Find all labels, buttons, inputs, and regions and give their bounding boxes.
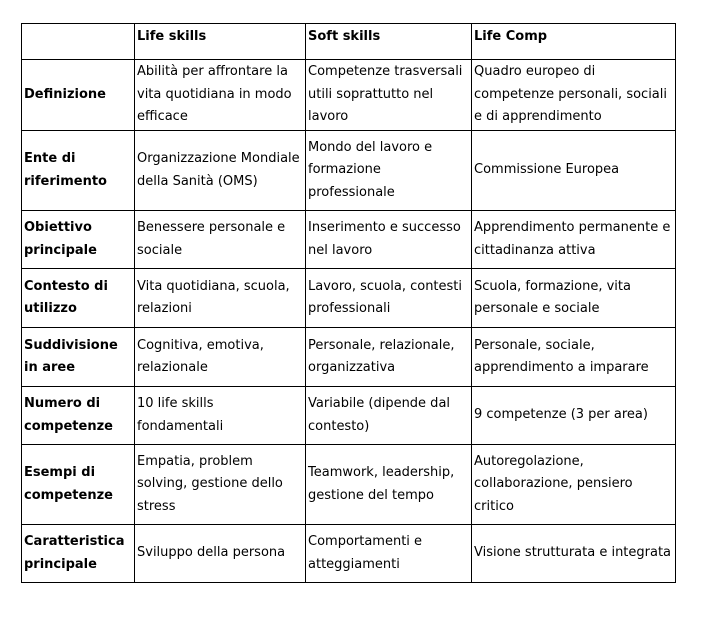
row-label: Ente di riferimento (22, 131, 135, 211)
table-row (22, 211, 676, 269)
header-cell-life-comp: Life Comp (472, 24, 676, 60)
table-cell: Comportamenti e atteggiamenti (306, 525, 472, 583)
row-label: Definizione (22, 60, 135, 131)
table-cell: Benessere personale e sociale (135, 211, 306, 269)
table-cell: Organizzazione Mondiale della Sanità (OMS) (135, 131, 306, 211)
table-row (22, 525, 676, 583)
row-label: Caratteristica principale (22, 525, 135, 583)
row-label: Obiettivo principale (22, 211, 135, 269)
table-cell: Empatia, problem solving, gestione dello stress (135, 445, 306, 525)
table-cell: Visione strutturata e integrata (472, 525, 676, 583)
table-row (22, 445, 676, 525)
table-cell: Personale, sociale, apprendimento a imparare (472, 328, 676, 387)
table-cell: Lavoro, scuola, contesti professionali (306, 269, 472, 328)
table-cell: 10 life skills fondamentali (135, 387, 306, 445)
row-label: Contesto di utilizzo (22, 269, 135, 328)
table-cell: Scuola, formazione, vita personale e sociale (472, 269, 676, 328)
table-row (22, 131, 676, 211)
comparison-table (21, 23, 676, 583)
table-cell: Inserimento e successo nel lavoro (306, 211, 472, 269)
table-cell: Quadro europeo di competenze personali, sociali e di apprendimento (472, 60, 676, 131)
table-row (22, 387, 676, 445)
table-row (22, 60, 676, 131)
header-cell-empty (22, 24, 135, 60)
table-cell: Autoregolazione, collaborazione, pensiero critico (472, 445, 676, 525)
table-cell: Variabile (dipende dal contesto) (306, 387, 472, 445)
table-cell: 9 competenze (3 per area) (472, 387, 676, 445)
table-row (22, 328, 676, 387)
header-cell-life-skills: Life skills (135, 24, 306, 60)
table-cell: Cognitiva, emotiva, relazionale (135, 328, 306, 387)
table-cell: Personale, relazionale, organizzativa (306, 328, 472, 387)
row-label: Suddivisione in aree (22, 328, 135, 387)
table-row (22, 269, 676, 328)
header-cell-soft-skills: Soft skills (306, 24, 472, 60)
table-cell: Mondo del lavoro e formazione professionale (306, 131, 472, 211)
table-header-row (22, 24, 676, 60)
row-label: Numero di competenze (22, 387, 135, 445)
table-cell: Vita quotidiana, scuola, relazioni (135, 269, 306, 328)
table-cell: Apprendimento permanente e cittadinanza attiva (472, 211, 676, 269)
table-cell: Abilità per affrontare la vita quotidiana in modo efficace (135, 60, 306, 131)
row-label: Esempi di competenze (22, 445, 135, 525)
table-cell: Sviluppo della persona (135, 525, 306, 583)
table-cell: Commissione Europea (472, 131, 676, 211)
table-cell: Competenze trasversali utili soprattutto nel lavoro (306, 60, 472, 131)
table-cell: Teamwork, leadership, gestione del tempo (306, 445, 472, 525)
